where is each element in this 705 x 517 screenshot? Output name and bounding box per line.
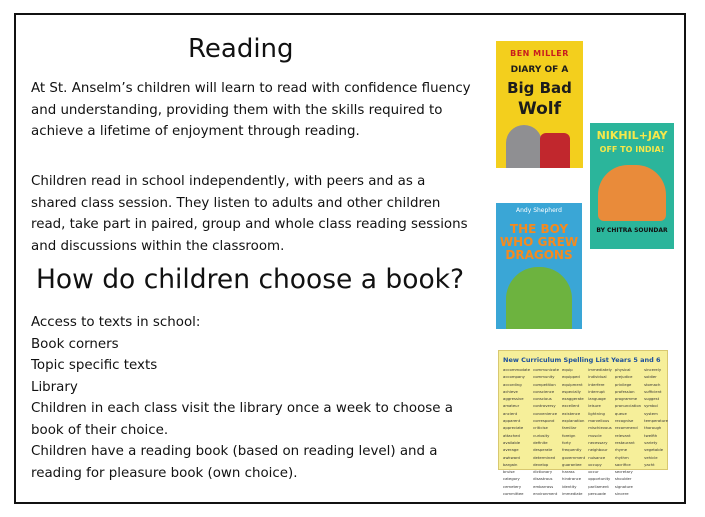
book-title-line: NIKHIL+JAY bbox=[596, 129, 668, 142]
spelling-word: embarrass bbox=[533, 483, 554, 489]
spelling-list-columns bbox=[503, 367, 668, 497]
book-title-line: OFF TO INDIA! bbox=[599, 145, 665, 154]
spelling-list-document bbox=[498, 350, 668, 497]
book-cover-boy-who-grew-dragons bbox=[496, 203, 582, 329]
spelling-word: mischievous bbox=[588, 425, 612, 431]
spelling-column bbox=[615, 367, 641, 496]
spelling-word: ancient bbox=[503, 410, 518, 416]
wolf-illustration bbox=[506, 125, 542, 168]
spelling-column bbox=[533, 367, 559, 496]
spelling-word: muscle bbox=[588, 432, 602, 438]
spelling-word: aggressive bbox=[503, 396, 524, 402]
list-line: Library bbox=[31, 379, 78, 395]
spelling-word: guarantee bbox=[562, 461, 582, 467]
list-line: Children in each class visit the library once a week to choose a book of their choice. bbox=[31, 401, 453, 438]
spelling-word: accompany bbox=[503, 374, 525, 380]
spelling-word: sincerely bbox=[644, 367, 662, 372]
book-title-line: WHO GREW bbox=[499, 235, 579, 249]
spelling-word: neighbour bbox=[588, 447, 608, 453]
spelling-word: explanation bbox=[562, 418, 585, 424]
spelling-word: government bbox=[562, 454, 586, 460]
spelling-word: vegetable bbox=[644, 447, 664, 453]
spelling-word: parliament bbox=[588, 483, 609, 489]
spelling-column bbox=[588, 367, 612, 496]
spelling-word: definite bbox=[533, 439, 548, 445]
spelling-word: category bbox=[503, 476, 520, 482]
spelling-word: thorough bbox=[644, 425, 662, 431]
spelling-word: restaurant bbox=[614, 439, 635, 445]
spelling-word: stomach bbox=[644, 381, 661, 387]
spelling-word: lightning bbox=[588, 410, 605, 416]
spelling-word: rhyme bbox=[614, 447, 628, 453]
spelling-word: especially bbox=[562, 388, 581, 394]
spelling-word: appreciate bbox=[503, 425, 524, 431]
spelling-word: relevant bbox=[614, 432, 631, 438]
book-cover-big-bad-wolf bbox=[496, 41, 583, 168]
spelling-word: prejudice bbox=[614, 374, 633, 380]
spelling-word: disastrous bbox=[533, 476, 553, 482]
book-author: Andy Shepherd bbox=[516, 207, 562, 214]
spelling-word: frequently bbox=[562, 447, 582, 453]
spelling-word: community bbox=[533, 374, 555, 380]
spelling-word: marvellous bbox=[588, 418, 610, 424]
spelling-column bbox=[644, 367, 668, 496]
book-title-line: THE BOY bbox=[509, 222, 569, 236]
access-list bbox=[31, 312, 476, 484]
list-line: Children have a reading book (based on reading level) and a reading for pleasure book (own choice). bbox=[31, 444, 438, 481]
spelling-word: occur bbox=[588, 469, 599, 475]
spelling-word: yacht bbox=[644, 461, 655, 467]
spelling-word: accommodate bbox=[503, 367, 531, 372]
spelling-word: opportunity bbox=[588, 476, 611, 482]
spelling-word: interrupt bbox=[588, 388, 605, 394]
spelling-word: average bbox=[503, 447, 519, 453]
book-author: BY CHITRA SOUNDAR bbox=[596, 227, 668, 234]
spelling-word: recommend bbox=[614, 425, 638, 431]
spelling-word: programme bbox=[614, 396, 638, 402]
spelling-word: forty bbox=[562, 439, 571, 445]
spelling-word: equipment bbox=[562, 381, 583, 387]
spelling-word: interfere bbox=[588, 381, 605, 387]
book-title-line: Big Bad bbox=[507, 79, 572, 97]
spelling-word: vehicle bbox=[644, 454, 658, 460]
spelling-word: attached bbox=[503, 432, 520, 438]
spelling-word: foreign bbox=[562, 432, 576, 438]
spelling-word: amateur bbox=[503, 403, 520, 409]
spelling-word: equip bbox=[562, 367, 573, 372]
spelling-word: convenience bbox=[533, 410, 558, 416]
spelling-word: temperature bbox=[644, 418, 668, 424]
spelling-word: signature bbox=[614, 483, 633, 489]
spelling-list-title: New Curriculum Spelling List Years 5 and 6 bbox=[503, 356, 661, 364]
spelling-word: curiosity bbox=[533, 432, 550, 438]
spelling-word: queue bbox=[614, 410, 627, 416]
spelling-word: sufficient bbox=[644, 388, 662, 394]
book-title-line: DRAGONS bbox=[505, 248, 573, 262]
spelling-column bbox=[503, 367, 530, 496]
spelling-word: leisure bbox=[588, 403, 601, 409]
spelling-word: conscience bbox=[533, 388, 555, 394]
spelling-word: variety bbox=[644, 439, 658, 445]
spelling-word: twelfth bbox=[644, 432, 658, 438]
spelling-word: immediate bbox=[562, 491, 583, 497]
spelling-word: language bbox=[588, 396, 606, 402]
spelling-word: occupy bbox=[588, 461, 602, 467]
spelling-word: symbol bbox=[644, 403, 658, 409]
spelling-word: apparent bbox=[503, 418, 521, 424]
spelling-word: exaggerate bbox=[562, 396, 584, 402]
spelling-word: develop bbox=[533, 461, 549, 467]
spelling-word: privilege bbox=[614, 381, 632, 387]
list-line: Book corners bbox=[31, 336, 119, 352]
spelling-word: competition bbox=[533, 381, 556, 387]
spelling-word: achieve bbox=[503, 388, 518, 394]
book-title-line: Wolf bbox=[517, 99, 562, 119]
book-cover-nikhil-jay bbox=[590, 123, 674, 249]
intro-paragraph-2: Children read in school independently, with peers and as a shared class session. They listen to adults and other children read, take part in paired, group and whole class reading sessions and discussions within the classroom. bbox=[31, 174, 468, 254]
book-title bbox=[496, 223, 582, 262]
spelling-word: familiar bbox=[562, 425, 577, 431]
coat-illustration bbox=[540, 133, 570, 168]
spelling-word: secretary bbox=[614, 469, 633, 475]
spelling-word: pronunciation bbox=[614, 403, 642, 409]
spelling-word: existence bbox=[562, 410, 581, 416]
spelling-word: conscious bbox=[533, 396, 552, 402]
page-title: Reading bbox=[188, 34, 294, 64]
spelling-word: bargain bbox=[503, 461, 518, 467]
spelling-word: physical bbox=[614, 367, 631, 372]
children-illustration bbox=[598, 165, 666, 221]
spelling-word: persuade bbox=[588, 491, 606, 497]
list-line: Topic specific texts bbox=[31, 358, 158, 373]
spelling-word: soldier bbox=[644, 374, 657, 380]
section-heading: How do children choose a book? bbox=[36, 264, 465, 295]
list-line: Access to texts in school: bbox=[31, 315, 201, 330]
spelling-word: according bbox=[503, 381, 522, 387]
spelling-word: profession bbox=[614, 388, 635, 394]
spelling-word: immediately bbox=[588, 367, 612, 372]
spelling-word: controversy bbox=[533, 403, 556, 409]
spelling-word: sincere bbox=[614, 491, 629, 497]
spelling-word: determined bbox=[533, 454, 556, 460]
spelling-word: suggest bbox=[644, 396, 660, 402]
spelling-word: criticise bbox=[533, 425, 548, 431]
intro-paragraph-1: At St. Anselm’s children will learn to read with confidence fluency and understanding, providing them with the skills required to achieve a lifetime of enjoyment through reading. bbox=[31, 81, 471, 139]
spelling-word: individual bbox=[588, 374, 607, 380]
spelling-word: necessary bbox=[588, 439, 608, 445]
spelling-word: harass bbox=[562, 469, 575, 475]
spelling-word: available bbox=[503, 439, 521, 445]
spelling-word: sacrifice bbox=[614, 461, 631, 467]
spelling-word: shoulder bbox=[614, 476, 632, 482]
spelling-word: committee bbox=[503, 491, 524, 497]
spelling-word: bruise bbox=[503, 469, 515, 475]
spelling-word: excellent bbox=[562, 403, 580, 409]
spelling-word: equipped bbox=[562, 374, 580, 380]
spelling-word: correspond bbox=[533, 418, 555, 424]
book-title-line: DIARY OF A bbox=[510, 65, 569, 75]
spelling-word: environment bbox=[533, 491, 558, 497]
spelling-word: dictionary bbox=[533, 469, 553, 475]
spelling-word: identity bbox=[562, 483, 577, 489]
book-author: BEN MILLER bbox=[510, 49, 569, 58]
spelling-word: recognise bbox=[614, 418, 634, 424]
spelling-column bbox=[562, 367, 585, 496]
spelling-word: communicate bbox=[533, 367, 560, 372]
vine-illustration bbox=[506, 267, 572, 329]
spelling-word: rhythm bbox=[614, 454, 629, 460]
spelling-word: desperate bbox=[533, 447, 553, 453]
spelling-word: hindrance bbox=[562, 476, 582, 482]
spelling-word: system bbox=[644, 410, 658, 416]
spelling-word: awkward bbox=[503, 454, 520, 460]
spelling-word: nuisance bbox=[588, 454, 606, 460]
spelling-word: cemetery bbox=[503, 483, 522, 489]
